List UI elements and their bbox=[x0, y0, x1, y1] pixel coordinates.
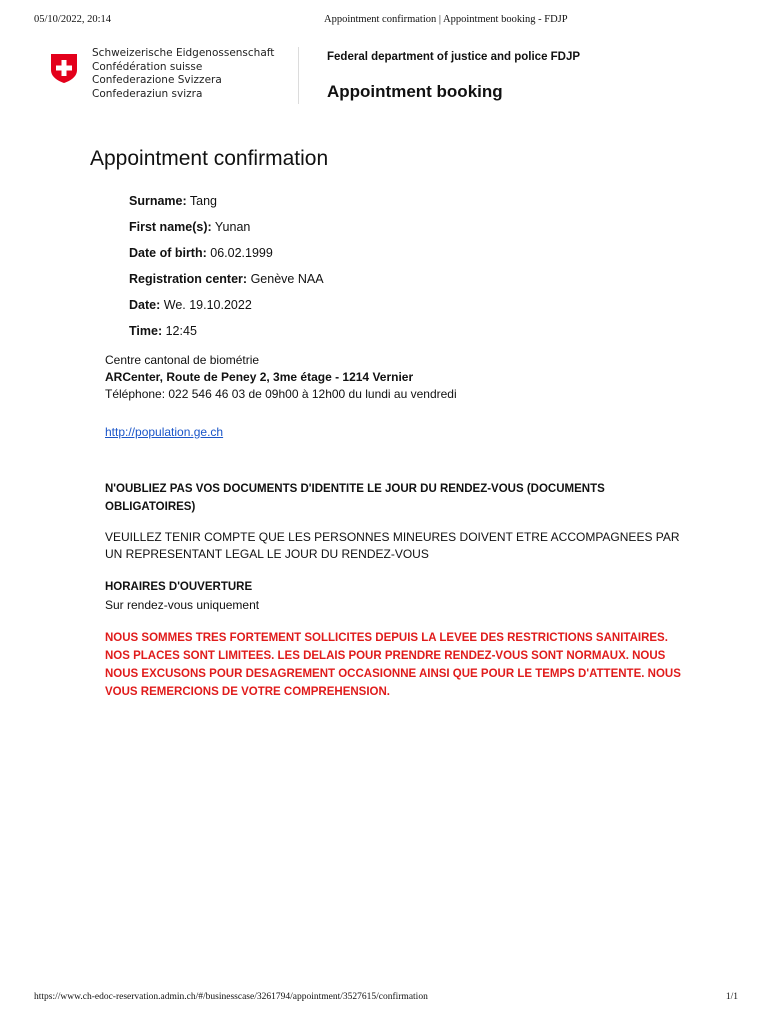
print-document-title: Appointment confirmation | Appointment booking - FDJP bbox=[324, 14, 568, 25]
field-label: Date: bbox=[129, 298, 161, 312]
center-address: ARCenter, Route de Peney 2, 3me étage - 1214 Vernier bbox=[105, 370, 414, 384]
confederation-line: Confédération suisse bbox=[92, 60, 203, 73]
field-value: Genève NAA bbox=[250, 272, 324, 286]
confederation-logo-text bbox=[92, 47, 274, 101]
print-timestamp: 05/10/2022, 20:14 bbox=[34, 14, 112, 25]
booking-title: Appointment booking bbox=[327, 82, 503, 101]
minors-notice: VEUILLEZ TENIR COMPTE QUE LES PERSONNES MINEURES DOIVENT ETRE ACCOMPAGNEES PAR UN REPRESENTANT LEGAL LE JOUR DU RENDEZ-VOUS bbox=[105, 530, 680, 561]
field-label: Time: bbox=[129, 324, 163, 338]
field-registration-center bbox=[129, 271, 324, 297]
field-surname bbox=[129, 193, 324, 219]
population-website-link[interactable]: http://population.ge.ch bbox=[105, 425, 224, 439]
field-first-names bbox=[129, 219, 324, 245]
confederation-line: Confederazione Svizzera bbox=[92, 74, 222, 86]
field-value: 06.02.1999 bbox=[210, 246, 273, 260]
opening-hours-title: HORAIRES D'OUVERTURE bbox=[105, 581, 253, 593]
field-value: We. 19.10.2022 bbox=[163, 298, 252, 312]
field-label: Registration center: bbox=[129, 272, 248, 286]
print-footer bbox=[34, 992, 738, 1006]
center-name: Centre cantonal de biométrie bbox=[105, 353, 260, 367]
center-phone: Téléphone: 022 546 46 03 de 09h00 à 12h00 du lundi au vendredi bbox=[105, 387, 457, 401]
confederation-line: Confederaziun svizra bbox=[92, 87, 203, 100]
confederation-line: Schweizerische Eidgenossenschaft bbox=[92, 47, 275, 59]
field-value: Yunan bbox=[214, 220, 251, 234]
page-number: 1/1 bbox=[725, 992, 738, 1002]
center-info bbox=[105, 352, 457, 403]
department-name: Federal department of justice and police FDJP bbox=[327, 51, 581, 63]
field-date bbox=[129, 297, 324, 323]
field-value: 12:45 bbox=[165, 324, 197, 338]
identity-documents-notice: N'OUBLIEZ PAS VOS DOCUMENTS D'IDENTITE LE JOUR DU RENDEZ-VOUS (DOCUMENTS OBLIGATOIRES) bbox=[105, 483, 605, 513]
field-date-of-birth bbox=[129, 245, 324, 271]
header-divider bbox=[298, 47, 299, 104]
field-label: First name(s): bbox=[129, 220, 212, 234]
opening-hours-text: Sur rendez-vous uniquement bbox=[105, 598, 260, 612]
print-url: https://www.ch-edoc-reservation.admin.ch/#/businesscase/3261794/appointment/3527615/confirmation bbox=[34, 992, 428, 1002]
page-title: Appointment confirmation bbox=[90, 147, 329, 170]
field-label: Surname: bbox=[129, 194, 187, 208]
print-header bbox=[34, 14, 738, 30]
field-label: Date of birth: bbox=[129, 246, 207, 260]
swiss-flag-icon bbox=[50, 53, 78, 84]
high-demand-notice: NOUS SOMMES TRES FORTEMENT SOLLICITES DEPUIS LA LEVEE DES RESTRICTIONS SANITAIRES. NOS PLACES SONT LIMITEES. LES DELAIS POUR PRENDRE RENDEZ-VOUS SONT NORMAUX. NOUS NOUS EXCUSONS POUR DESAGREMENT OCCASIONNE AINSI QUE POUR LE TEMPS D'ATTENTE. NOUS VOUS REMERCIONS DE VOTRE COMPREHENSION. bbox=[105, 632, 681, 698]
field-value: Tang bbox=[189, 194, 218, 208]
field-time bbox=[129, 323, 324, 349]
appointment-details bbox=[129, 193, 324, 349]
